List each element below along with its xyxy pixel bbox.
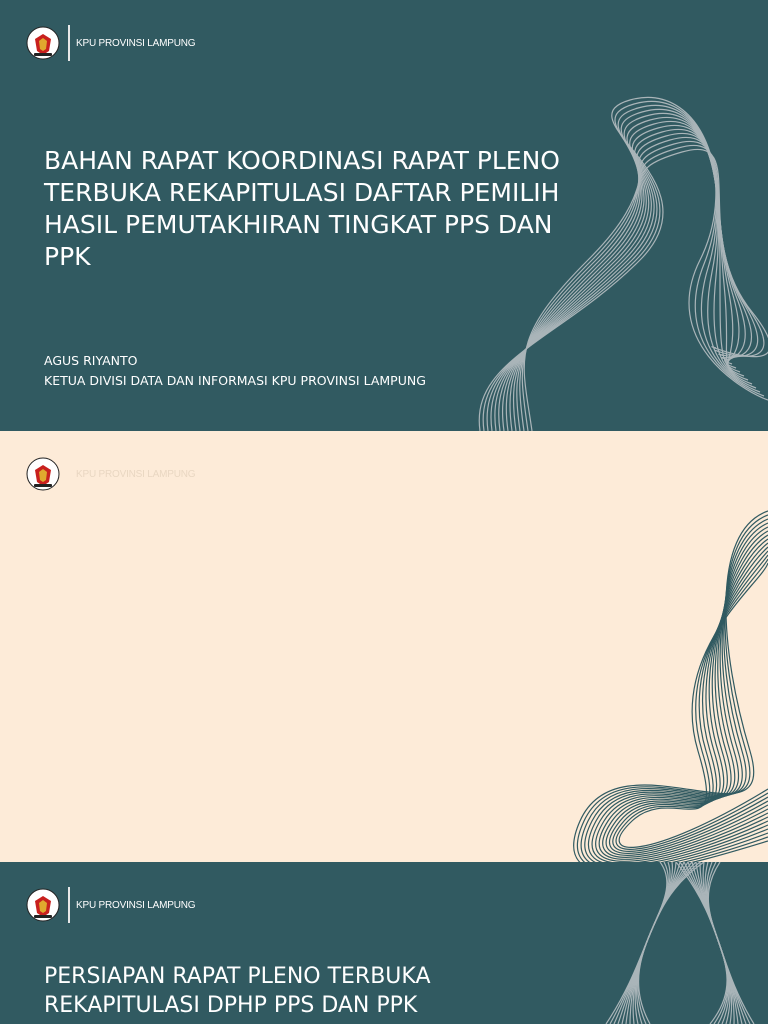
org-name: KPU PROVINSI LAMPUNG <box>76 468 196 480</box>
ribbon-line <box>637 862 729 1024</box>
slide-title: BAHAN RAPAT KOORDINASI RAPAT PLENO TERBUKA REKAPITULASI DAFTAR PEMILIH HASIL PEMUTAKHIRAN TINGKAT PPS DAN PPK <box>44 146 560 271</box>
slide-title: PERSIAPAN RAPAT PLENO TERBUKA REKAPITULASI DPHP PPS DAN PPK <box>44 964 431 1018</box>
ribbon-line <box>635 862 729 1024</box>
author-role: KETUA DIVISI DATA DAN INFORMASI KPU PROVINSI LAMPUNG <box>44 373 426 388</box>
author-name: AGUS RIYANTO <box>44 353 138 368</box>
org-name: KPU PROVINSI LAMPUNG <box>76 37 196 49</box>
author-block <box>44 351 426 391</box>
wave-decoration <box>560 491 768 862</box>
slide-2 <box>0 431 768 862</box>
slide-header <box>26 886 195 924</box>
header-divider <box>68 887 70 923</box>
ribbon-line <box>639 862 727 1024</box>
ribbon-line <box>626 862 734 1024</box>
slide-1 <box>0 0 768 431</box>
ribbon-line <box>638 862 728 1024</box>
ribbon-line <box>633 862 730 1024</box>
ribbon-line <box>577 515 768 862</box>
kpu-garuda-logo-icon <box>26 24 60 62</box>
ribbon-line <box>630 862 732 1024</box>
ribbon-line <box>581 519 768 862</box>
header-divider <box>68 456 70 492</box>
org-name: KPU PROVINSI LAMPUNG <box>76 899 196 911</box>
kpu-garuda-logo-icon <box>26 886 60 924</box>
ribbon-line <box>622 862 738 1024</box>
slide-header <box>26 24 195 62</box>
header-divider <box>68 25 70 61</box>
slide-header <box>26 455 195 493</box>
kpu-garuda-logo-icon <box>26 455 60 493</box>
